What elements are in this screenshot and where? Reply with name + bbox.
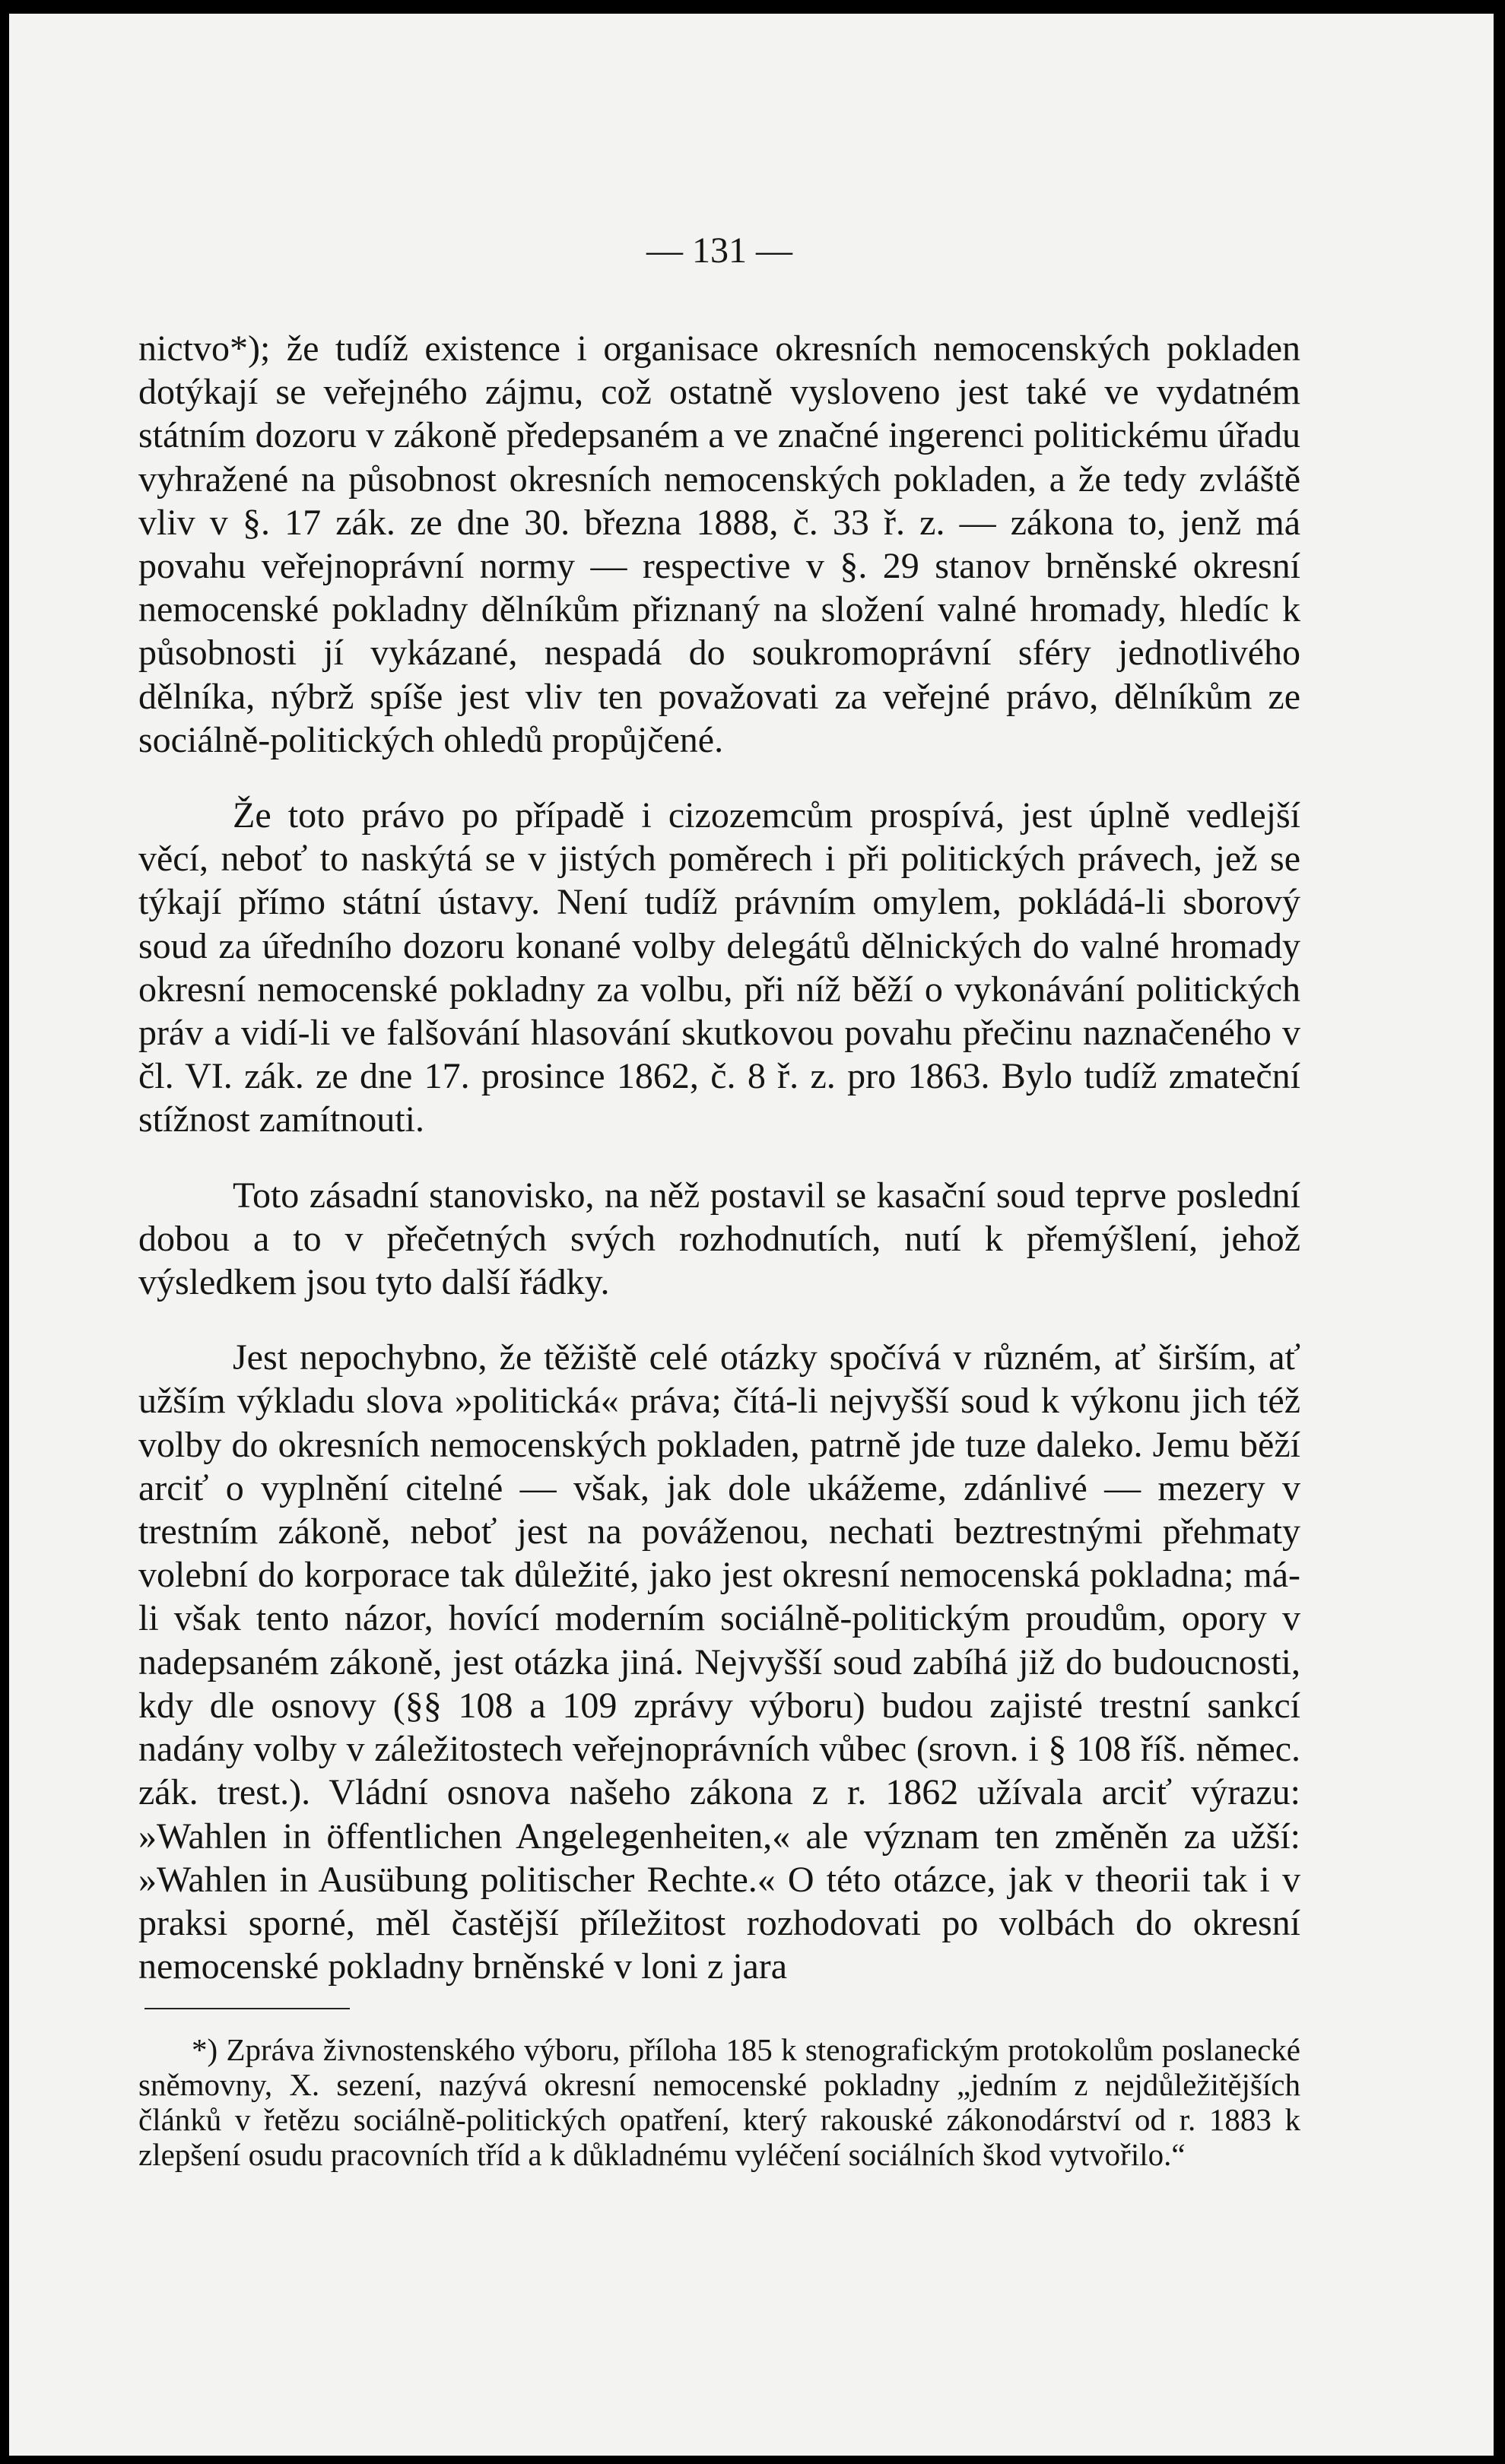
footnote-divider (144, 2008, 350, 2009)
page-content (138, 228, 1300, 2172)
paragraph-3: Toto zásadní stanovisko, na něž postavil se kasační soud teprve poslední dobou a to v přečetných svých rozhodnutích, nutí k přemýšlení, jehož výsledkem jsou tyto další řádky. (138, 1175, 1300, 1303)
paragraph-4: Jest nepochybno, že těžiště celé otázky spočívá v různém, ať širším, ať užším výkladu slova »politická« práva; čítá-li nejvyšší soud k výkonu jich též volby do okresních nemocenských pokladen, patrně jde tuze daleko. Jemu běží arciť o vyplnění citelné — však, jak dole ukážeme, zdánlivé — mezery v trestním zákoně, neboť jest na pováženou, nechati beztrestnými přehmaty volební do korporace tak důležité, jako jest okresní nemocenská pokladna; má-li však tento názor, hovící moderním sociálně-politickým proudům, opory v nadepsaném zákoně, jest otázka jiná. Nejvyšší soud zabíhá již do budoucnosti, kdy dle osnovy (§§ 108 a 109 zprávy výboru) budou zajisté trestní sankcí nadány volby v záležitostech veřejnoprávních vůbec (srovn. i § 108 říš. němec. zák. trest.). Vládní osnova našeho zákona z r. 1862 užívala arciť výrazu: »Wahlen in öffentlichen Angelegenheiten,« ale význam ten změněn za užší: »Wahlen in Ausübung politischer Rechte.« O této otázce, jak v theorii tak i v praksi sporné, měl častější příležitost rozhodovati po volbách do okresní nemocenské pokladny brněnské v loni z jara (138, 1337, 1300, 1987)
book-page (9, 14, 1494, 2456)
paragraph-1: nictvo*); že tudíž existence i organisace okresních nemocenských pokladen dotýkají se veřejného zájmu, což ostatně vysloveno jest také ve vydatném státním dozoru v zákoně předepsaném a ve značné ingerenci politickému úřadu vyhražené na působnost okresních nemocenských pokladen, a že tedy zvláště vliv v §. 17 zák. ze dne 30. března 1888, č. 33 ř. z. — zákona to, jenž má povahu veřejnoprávní normy — respective v §. 29 stanov brněnské okresní nemocenské pokladny dělníkům přiznaný na složení valné hromady, hledíc k působnosti jí vykázané, nespadá do soukromoprávní sféry jednotlivého dělníka, nýbrž spíše jest vliv ten považovati za veřejné právo, dělníkům ze sociálně-politických ohledů propůjčené. (138, 328, 1300, 760)
footnote: *) Zpráva živnostenského výboru, příloha 185 k stenografickým protokolům poslanecké sněmovny, X. sezení, nazývá okresní nemocenské pokladny „jedním z nejdůležitějších článků v řetězu sociálně-politických opatření, který rakouské zákonodárství od r. 1883 k zlepšení osudu pracovních tříd a k důkladnému vyléčení sociálních škod vytvořilo.“ (138, 2032, 1300, 2173)
paragraph-2: Že toto právo po případě i cizozemcům prospívá, jest úplně vedlejší věcí, neboť to naskýtá se v jistých poměrech i při politických právech, jež se týkají přímo státní ústavy. Není tudíž právním omylem, pokládá-li sborový soud za úředního dozoru konané volby delegátů dělnických do valné hromady okresní nemocenské pokladny za volbu, při níž běží o vykonávání politických práv a vidí-li ve falšování hlasování skutkovou povahu přečinu naznačeného v čl. VI. zák. ze dne 17. prosince 1862, č. 8 ř. z. pro 1863. Bylo tudíž zmateční stížnost zamítnouti. (138, 795, 1300, 1140)
page-number: — 131 — (646, 230, 792, 271)
